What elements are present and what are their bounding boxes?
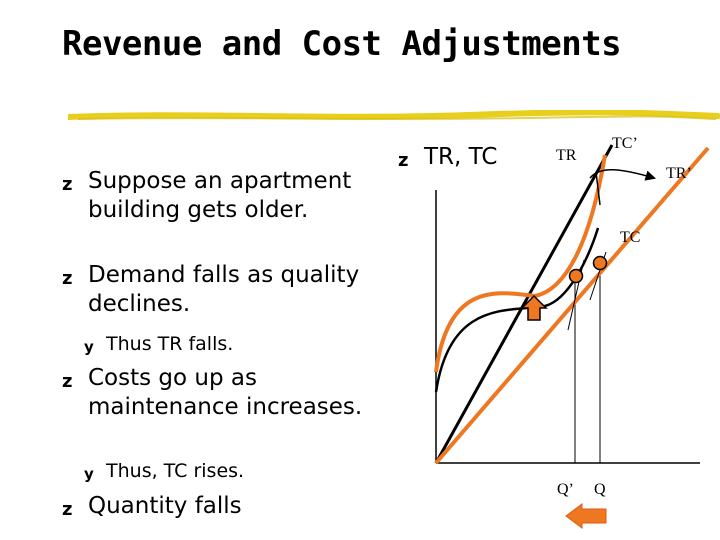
bullet-text: Suppose an apartment building gets older. (88, 168, 352, 223)
tc-new-curve (436, 155, 605, 372)
bullet-text: Quantity falls (88, 493, 242, 519)
sub-bullet-marker: y (84, 338, 94, 356)
optimum-point (594, 257, 607, 270)
slide-title: Revenue and Cost Adjustments (62, 24, 622, 64)
sub-bullet-text: Thus, TC rises. (106, 460, 245, 482)
tr-line (436, 145, 612, 463)
q-label: Q (594, 481, 606, 498)
tr-new-label: TR’ (666, 165, 692, 182)
tc-label: TC (620, 229, 641, 246)
axis-heading: TR, TC (424, 144, 498, 170)
bullet-marker: z (62, 499, 73, 520)
bullet-marker: z (62, 268, 73, 289)
bullet-text: Demand falls as quality declines. (88, 262, 360, 317)
q-new-label: Q’ (557, 481, 574, 498)
tc-new-label: TC’ (612, 135, 638, 152)
tr-new-line (436, 148, 708, 463)
tr-label: TR (556, 147, 577, 164)
sub-bullet-marker: y (84, 465, 94, 483)
quantity-falls-arrow (566, 504, 606, 528)
bullet-text: Costs go up as maintenance increases. (88, 365, 363, 420)
bullet-marker: z (62, 174, 73, 195)
bullet-marker: z (398, 150, 409, 171)
optimum-point-new (570, 270, 583, 283)
bullet-marker: z (62, 371, 73, 392)
sub-bullet-text: Thus TR falls. (106, 333, 234, 355)
